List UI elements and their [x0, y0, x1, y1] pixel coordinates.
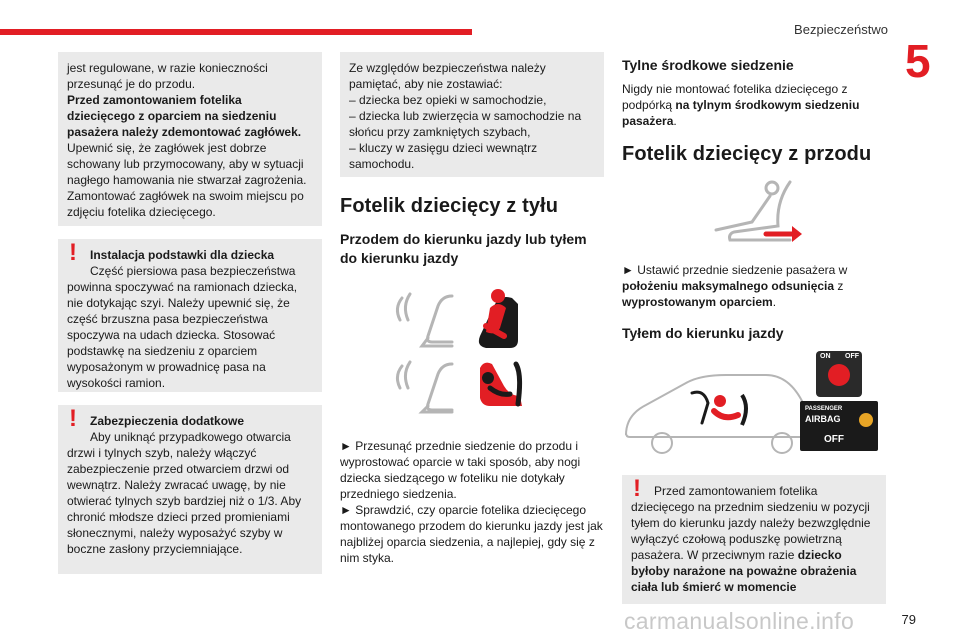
warning-line-1: Przed zamontowaniem fotelika — [654, 484, 818, 498]
heading-front-child-seat: Fotelik dziecięcy z przodu — [622, 143, 872, 165]
text-normal: dziecięcego na przednim siedzeniu w pozycji tyłem do kierunku jazdy należy bezwzględnie wyłączyć czołową poduszkę powietrzną pasażera. W przeciwnym razie — [631, 500, 871, 562]
warning-body — [631, 499, 876, 595]
warning-box-booster — [58, 239, 322, 392]
instruction-move-seat: ► Przesunąć przednie siedzenie do przodu i wyprostować oparcie w taki sposób, aby nogi dziecka siedzącego w foteliku nie dotykały przedniego siedzenia. — [340, 439, 581, 501]
note-box-headrest — [58, 52, 322, 226]
column-middle — [340, 52, 604, 566]
airbag-switch-knob — [828, 364, 850, 386]
front-seat-back-illustration — [622, 178, 886, 248]
car-outline-illustration — [622, 365, 822, 455]
note-item: – kluczy w zasięgu dzieci wewnątrz samochodu. — [349, 141, 538, 171]
heading-rear-child-seat: Fotelik dziecięcy z tyłu — [340, 195, 559, 217]
airbag-off-label: OFF — [824, 434, 844, 445]
text-bold: na tylnym środkowym siedzeniu pasażera — [622, 98, 860, 128]
passenger-airbag-off-indicator — [800, 401, 878, 451]
note-item: – dziecka lub zwierzęcia w samochodzie na słońcu przy zamkniętych szybach, — [349, 109, 582, 139]
note-item: – dziecka bez opieki w samochodzie, — [349, 93, 547, 107]
section-title: Bezpieczeństwo — [794, 22, 888, 37]
child-seat-forward-icon — [479, 289, 518, 348]
warning-icon: ! — [69, 405, 77, 432]
instruction-check-backrest: ► Sprawdzić, czy oparcie fotelika dziecięcego montowanego przodem do kierunku jazdy jest jak najbliżej oparcia siedzenia, a najlepiej, gdy się z nim styka. — [340, 503, 603, 565]
text-normal: . — [772, 295, 777, 309]
front-seat-upright-icon — [397, 362, 452, 412]
front-seat-upright-icon — [397, 294, 452, 346]
instruction-front-seat — [622, 262, 872, 310]
subheading-orientation: Przodem do kierunku jazdy lub tyłem do kierunku jazdy — [340, 231, 587, 266]
warning-body: powinna spoczywać na ramionach dziecka, nie dotykając szyi. Należy upewnić się, że część brzuszna pasa bezpieczeństwa spoczywa na udach dziecka. Stosować podstawkę na siedzeniu z oparciem wyposażonym w prowadnicę pasa na wysokości ramion. — [67, 280, 298, 390]
rear-seat-illustration — [340, 278, 604, 414]
airbag-illustration — [622, 351, 886, 455]
warning-line-1: Część piersiowa pasa bezpieczeństwa — [90, 264, 296, 278]
page-number: 79 — [901, 612, 916, 627]
text-normal: z — [834, 279, 844, 293]
airbag-key-switch — [816, 351, 862, 397]
note-line-2: przesunąć je do przodu. — [67, 77, 196, 91]
warning-icon: ! — [69, 239, 77, 266]
note-body: Upewnić się, że zagłówek jest dobrze schowany lub przymocowany, aby w sytuacji nagłego hamowania nie stwarzał zagrożenia. Zamontować zagłówek na swoim miejscu po zdjęciu fotelika dziecięcego. — [67, 141, 307, 219]
airbag-label-2: AIRBAG — [805, 414, 841, 424]
text-bold: wyprostowanym oparciem — [622, 295, 773, 309]
subheading-rear-facing: Tyłem do kierunku jazdy — [622, 325, 784, 341]
header-red-bar — [0, 29, 472, 35]
text-normal: ► Ustawić przednie siedzenie pasażera w — [622, 263, 848, 277]
warning-icon: ! — [633, 475, 641, 502]
warning-box-extra-safety — [58, 405, 322, 574]
text-bold: dziecko byłoby narażone na poważne obrażenia ciała lub śmierć w momencie — [631, 548, 857, 594]
note-bold-warning: Przed zamontowaniem fotelika dziecięcego z oparciem na siedzeniu pasażera należy zdemontować zagłówek. — [67, 93, 302, 139]
warning-box-airbag — [622, 475, 886, 604]
subheading-rear-center-seat: Tylne środkowe siedzenie — [622, 57, 794, 73]
watermark: carmanualsonline.info — [624, 608, 855, 634]
airbag-warning-icon — [859, 413, 873, 427]
text-bold: położeniu maksymalnego odsunięcia — [622, 279, 835, 293]
passenger-seat-icon — [716, 182, 790, 240]
paragraph-rear-center — [622, 81, 872, 129]
airbag-label-1: PASSENGER — [805, 406, 843, 412]
chapter-number: 5 — [905, 35, 931, 87]
warning-line-1: Aby uniknąć przypadkowego otwarcia — [90, 430, 291, 444]
column-left — [58, 52, 322, 574]
text-normal: Nigdy nie montować fotelika dziecięcego z podpórką — [622, 82, 848, 112]
child-seat-rear-facing-icon — [480, 363, 522, 406]
note-box-leave-alone — [340, 52, 604, 177]
warning-title: Instalacja podstawki dla dziecka — [90, 248, 275, 262]
warning-title: Zabezpieczenia dodatkowe — [90, 414, 245, 428]
text-normal: . — [673, 114, 677, 128]
switch-off-label: OFF — [845, 353, 859, 360]
note-line-1: jest regulowane, w razie konieczności — [67, 61, 268, 75]
switch-on-label: ON — [820, 353, 831, 360]
note-intro: Ze względów bezpieczeństwa należy pamiętać, aby nie zostawiać: — [349, 61, 546, 91]
warning-body: drzwi i tylnych szyb, należy włączyć zabezpieczenie przed otwarciem drzwi od wewnątrz. Należy zwracać uwagę, by nie otwierać tylnych szyb bardziej niż o 1/3. Aby chronić młodsze dzieci przed promieniami słonecznymi, należy wyposażyć szyby w boczne zasłony przyciemniające. — [67, 446, 302, 556]
column-right — [622, 52, 886, 604]
